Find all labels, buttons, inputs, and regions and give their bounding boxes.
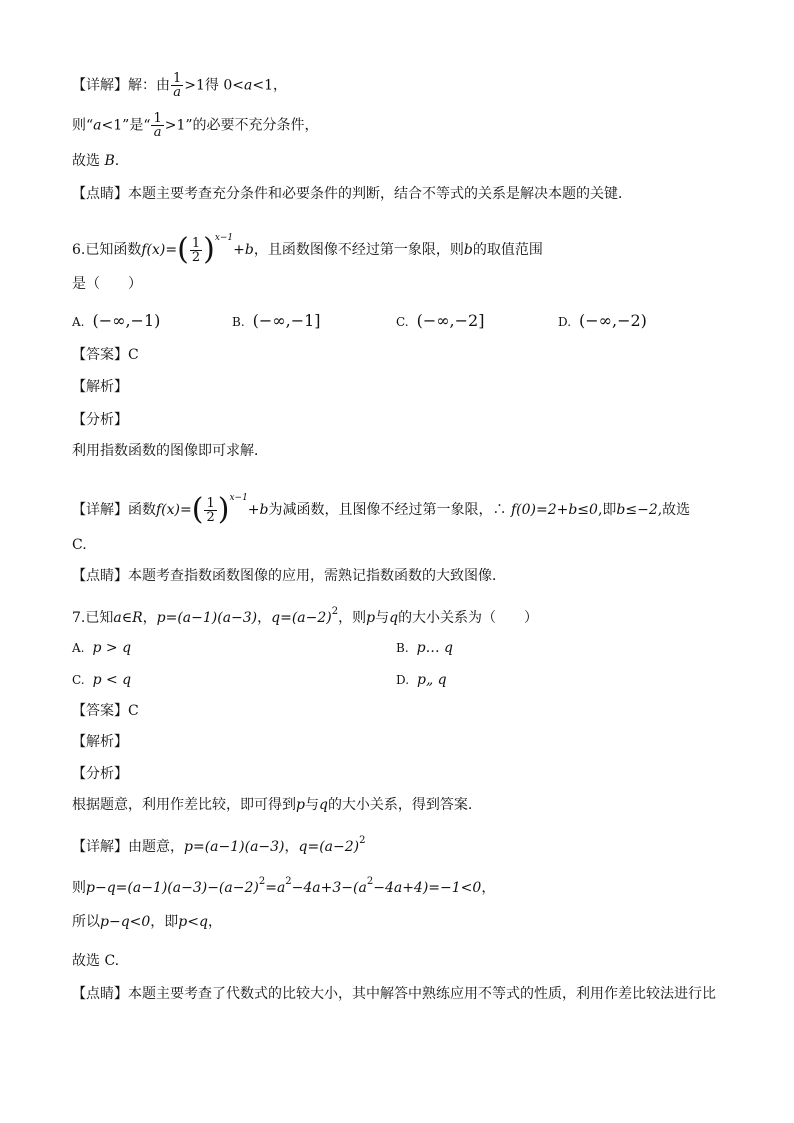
answer-tag: 【答案】 [72,347,128,363]
q7-option-d[interactable]: D. p„ q [396,672,447,688]
choose-line: 故选 B. [72,153,120,169]
therefore-symbol: ∴ [492,502,507,518]
q7-note: 【点睛】本题主要考查了代数式的比较大小，其中解答中熟练应用不等式的性质，利用作差比较法进行比 [72,986,716,1002]
q7-fenxi: 根据题意，利用作差比较，即可得到p与q的大小关系，得到答案. [72,797,473,813]
q7-option-b[interactable]: B. p… q [396,640,454,656]
q6-fenxi: 利用指数函数的图像即可求解． [72,443,268,459]
q7-option-a[interactable]: A. p > q [72,640,132,656]
note-tag: 【点睛】 [72,986,128,1002]
question-6-stem-cont: 是（ ） [72,276,142,292]
q7-answer: 【答案】C [72,703,139,719]
q6-option-a[interactable]: A. (−∞,−1) [72,311,161,330]
q7-option-c[interactable]: C. p < q [72,672,132,688]
q7-fenxi-tag: 【分析】 [72,766,128,782]
q7-detail: 【详解】由题意，p=(a−1)(a−3)，$q=(a-2)^2$ [72,835,366,855]
note-line: 【点睛】本题主要考查充分条件和必要条件的判断，结合不等式的关系是解决本题的关键． [72,186,632,202]
q6-answer: 【答案】C [72,347,139,363]
q6-detail: 【详解】函数f(x)=( $\frac{1}{2}$ )$^{x-1}$+b为减函数，且图像不经过第一象限，∴ f(0)=2+b≤0,即b≤−2,故选 [72,492,691,527]
q7-detail-eq: 则$p-q=(a-1)(a-3)-(a-2)^2=a^2-4a+3-(a^2-4a+4)=-1<0$， [72,876,496,896]
q6-fenxi-tag: 【分析】 [72,412,128,428]
note-tag: 【点睛】 [72,186,128,202]
fraction-1-over-2: $\frac{1}{2}$ [206,495,215,525]
detail-tag: 【详解】 [72,77,128,94]
q6-option-d[interactable]: D. (−∞,−2) [558,311,647,330]
q6-note: 【点睛】本题考查指数函数图像的应用，需熟记指数函数的大致图像． [72,568,506,584]
q6-analysis-tag: 【解析】 [72,379,128,395]
answer-tag: 【答案】 [72,703,128,719]
fraction-1-over-a: $\frac{1}{a}$ [173,71,182,100]
q6-option-b[interactable]: B. (−∞,−1] [232,311,321,330]
q7-analysis-tag: 【解析】 [72,734,128,750]
question-6-stem: 6.已知函数f(x)=( $\frac{1}{2}$ )$^{x-1}$+b，且函数图像不经过第一象限，则b的取值范围 [72,232,543,267]
note-tag: 【点睛】 [72,568,128,584]
detail-line-1: 【详解】解：由 $\frac{1}{a}$ >1得 0<a<1， [72,71,288,100]
question-7-stem: 7.已知a∈R，p=(a−1)(a−3)，$q=(a-2)^2$，则p与q的大小关系为（ ） [72,606,539,626]
q7-conclusion: 所以p−q<0，即p<q， [72,914,222,930]
detail-line-2: 则“a<1”是“ $\frac{1}{a}$ >1”的必要不充分条件， [72,111,319,140]
q6-detail-cont: C. [72,537,87,553]
q7-choose: 故选 C. [72,953,120,969]
fraction-1-over-a: $\frac{1}{a}$ [153,111,162,140]
fraction-1-over-2: $\frac{1}{2}$ [191,235,201,265]
q6-option-c[interactable]: C. (−∞,−2] [396,311,485,330]
